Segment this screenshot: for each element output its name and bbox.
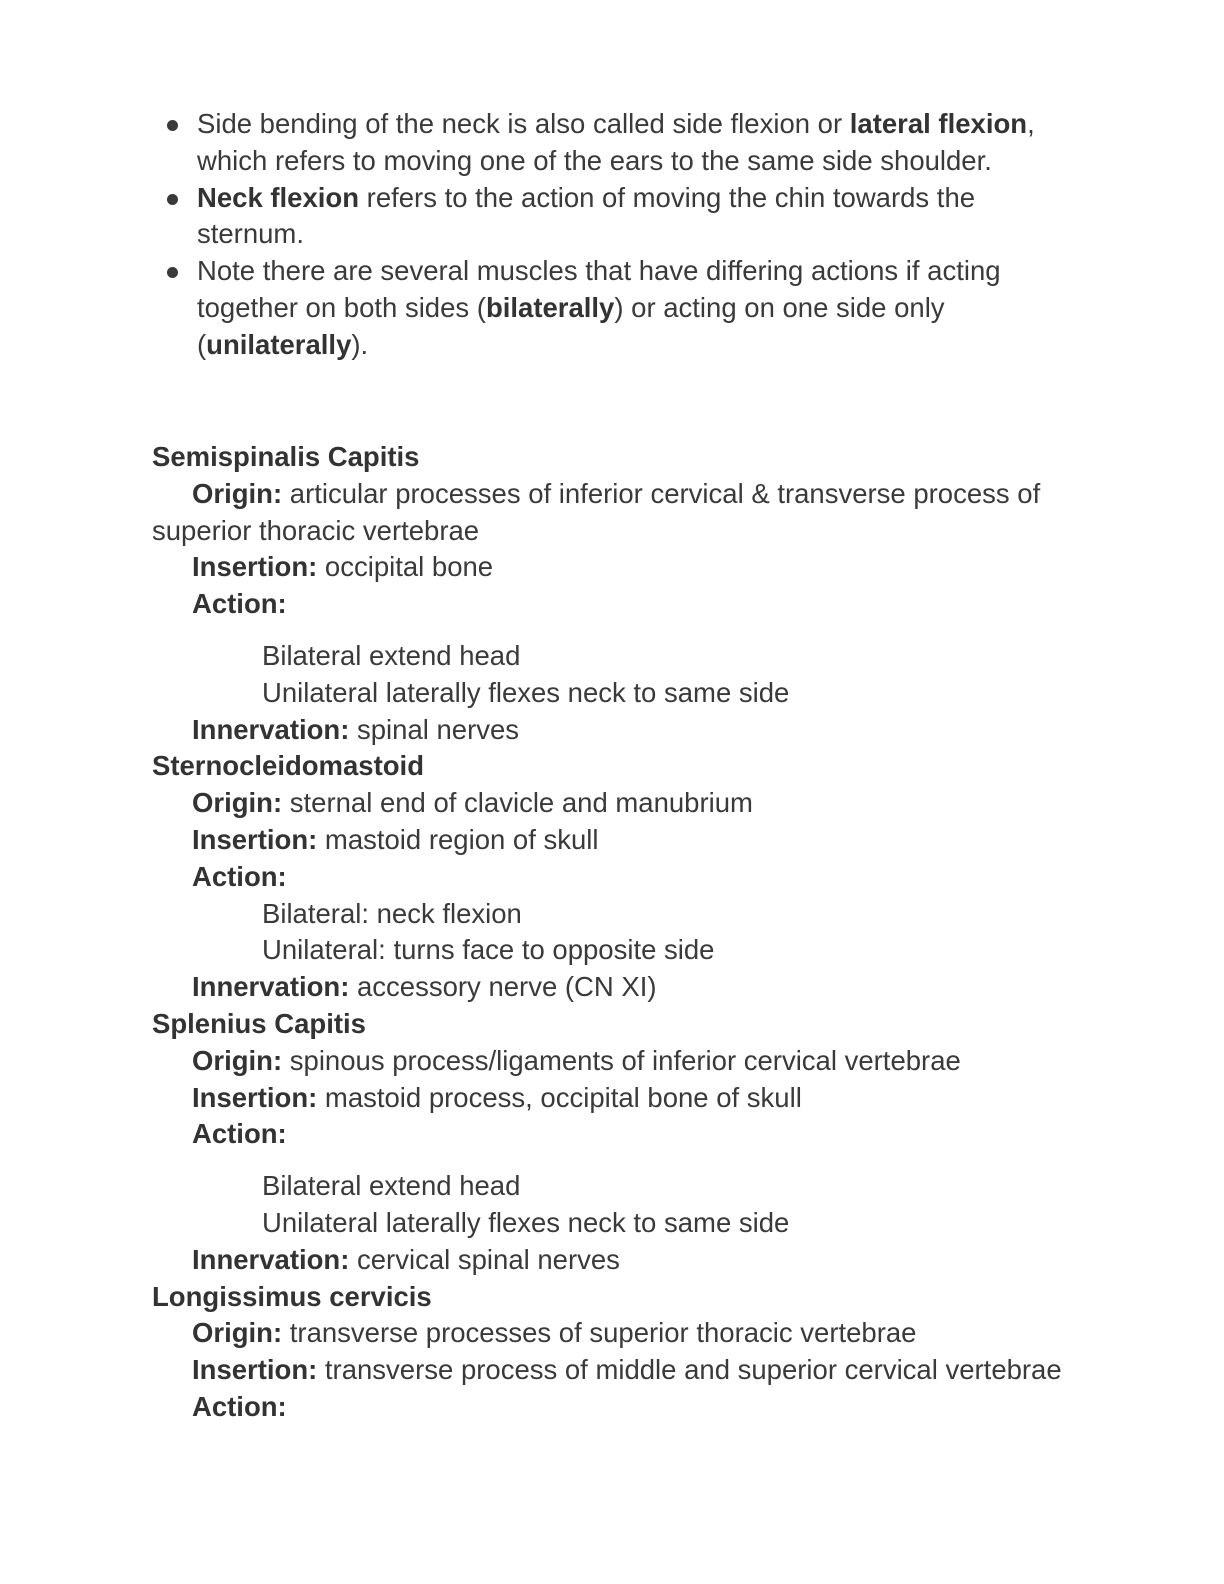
- muscle-name: Sternocleidomastoid: [152, 750, 424, 782]
- bullet-text: refers to the action of moving the chin towards the sternum.: [197, 181, 976, 250]
- origin-row: [152, 476, 1072, 550]
- bullet-bilateral-unilateral: [152, 253, 1072, 363]
- innervation-value: spinal nerves: [349, 713, 520, 745]
- spacer: [152, 1153, 1072, 1168]
- muscle-name: Splenius Capitis: [152, 1007, 366, 1039]
- muscle-entry: [152, 748, 1072, 1006]
- insertion-label: Insertion:: [192, 823, 318, 855]
- origin-label: Origin:: [192, 787, 283, 819]
- action-item: Unilateral laterally flexes neck to same side: [262, 676, 790, 708]
- insertion-label: Insertion:: [192, 1354, 318, 1386]
- innervation-row: [152, 712, 1072, 749]
- insertion-row: [152, 1080, 1072, 1117]
- action-row: [152, 1116, 1072, 1153]
- action-item: Bilateral extend head: [262, 1170, 521, 1202]
- intro-bullet-list: [152, 106, 1072, 364]
- action-item: Unilateral: turns face to opposite side: [262, 934, 715, 966]
- innervation-label: Innervation:: [192, 971, 350, 1003]
- bullet-text: Side bending of the neck is also called side flexion or: [197, 108, 850, 139]
- bullet-neck-flexion: [152, 180, 1072, 254]
- bullet-bold-term: lateral flexion: [849, 108, 1028, 139]
- insertion-value: occipital bone: [317, 551, 494, 583]
- muscle-name: Semispinalis Capitis: [152, 441, 420, 472]
- action-label: Action:: [192, 1118, 287, 1150]
- origin-value: spinous process/ligaments of inferior cervical vertebrae: [282, 1044, 961, 1076]
- muscle-entry: [152, 1279, 1072, 1426]
- origin-label: Origin:: [192, 477, 283, 509]
- insertion-label: Insertion:: [192, 551, 318, 583]
- origin-value: transverse processes of superior thoracic vertebrae: [282, 1317, 917, 1349]
- action-label: Action:: [192, 1390, 287, 1422]
- bullet-bold-term: unilaterally: [206, 328, 352, 360]
- action-row: [152, 586, 1072, 623]
- innervation-row: [152, 969, 1072, 1006]
- muscle-list: [152, 439, 1072, 1426]
- muscle-entry: [152, 439, 1072, 748]
- action-row: [152, 859, 1072, 896]
- action-item: Bilateral: neck flexion: [262, 897, 522, 929]
- insertion-row: [152, 1352, 1072, 1389]
- origin-row: [152, 1315, 1072, 1352]
- origin-row: [152, 1043, 1072, 1080]
- muscle-entry: [152, 1006, 1072, 1279]
- insertion-value: mastoid region of skull: [317, 823, 599, 855]
- action-label: Action:: [192, 860, 287, 892]
- bullet-text: ) or acting on one side only (: [197, 291, 945, 360]
- bullet-text: Note there are several muscles that have differing actions if acting together on both sides (: [197, 255, 1001, 323]
- bullet-lateral-flexion: [152, 106, 1072, 180]
- innervation-label: Innervation:: [192, 713, 350, 745]
- innervation-value: accessory nerve (CN XI): [349, 971, 657, 1003]
- insertion-row: [152, 822, 1072, 859]
- bullet-text: ).: [351, 328, 369, 360]
- insertion-value: transverse process of middle and superior cervical vertebrae: [317, 1354, 1062, 1386]
- innervation-row: [152, 1242, 1072, 1279]
- insertion-row: [152, 549, 1072, 586]
- origin-value: sternal end of clavicle and manubrium: [282, 787, 753, 819]
- muscle-name: Longissimus cervicis: [152, 1280, 432, 1312]
- innervation-label: Innervation:: [192, 1243, 350, 1275]
- spacer: [152, 623, 1072, 638]
- innervation-value: cervical spinal nerves: [349, 1243, 620, 1275]
- insertion-label: Insertion:: [192, 1081, 318, 1113]
- origin-value: articular processes of inferior cervical & transverse process of superior thoracic vertebrae: [152, 477, 1041, 546]
- bullet-text: , which refers to moving one of the ears to the same side shoulder.: [197, 108, 1035, 176]
- action-row: [152, 1389, 1072, 1426]
- origin-label: Origin:: [192, 1044, 283, 1076]
- origin-row: [152, 785, 1072, 822]
- bullet-bold-term: bilaterally: [485, 291, 615, 323]
- action-item: Unilateral laterally flexes neck to same side: [262, 1206, 790, 1238]
- action-item: Bilateral extend head: [262, 639, 521, 671]
- origin-label: Origin:: [192, 1317, 283, 1349]
- insertion-value: mastoid process, occipital bone of skull: [317, 1081, 802, 1113]
- bullet-bold-term: Neck flexion: [197, 181, 360, 213]
- action-label: Action:: [192, 588, 287, 620]
